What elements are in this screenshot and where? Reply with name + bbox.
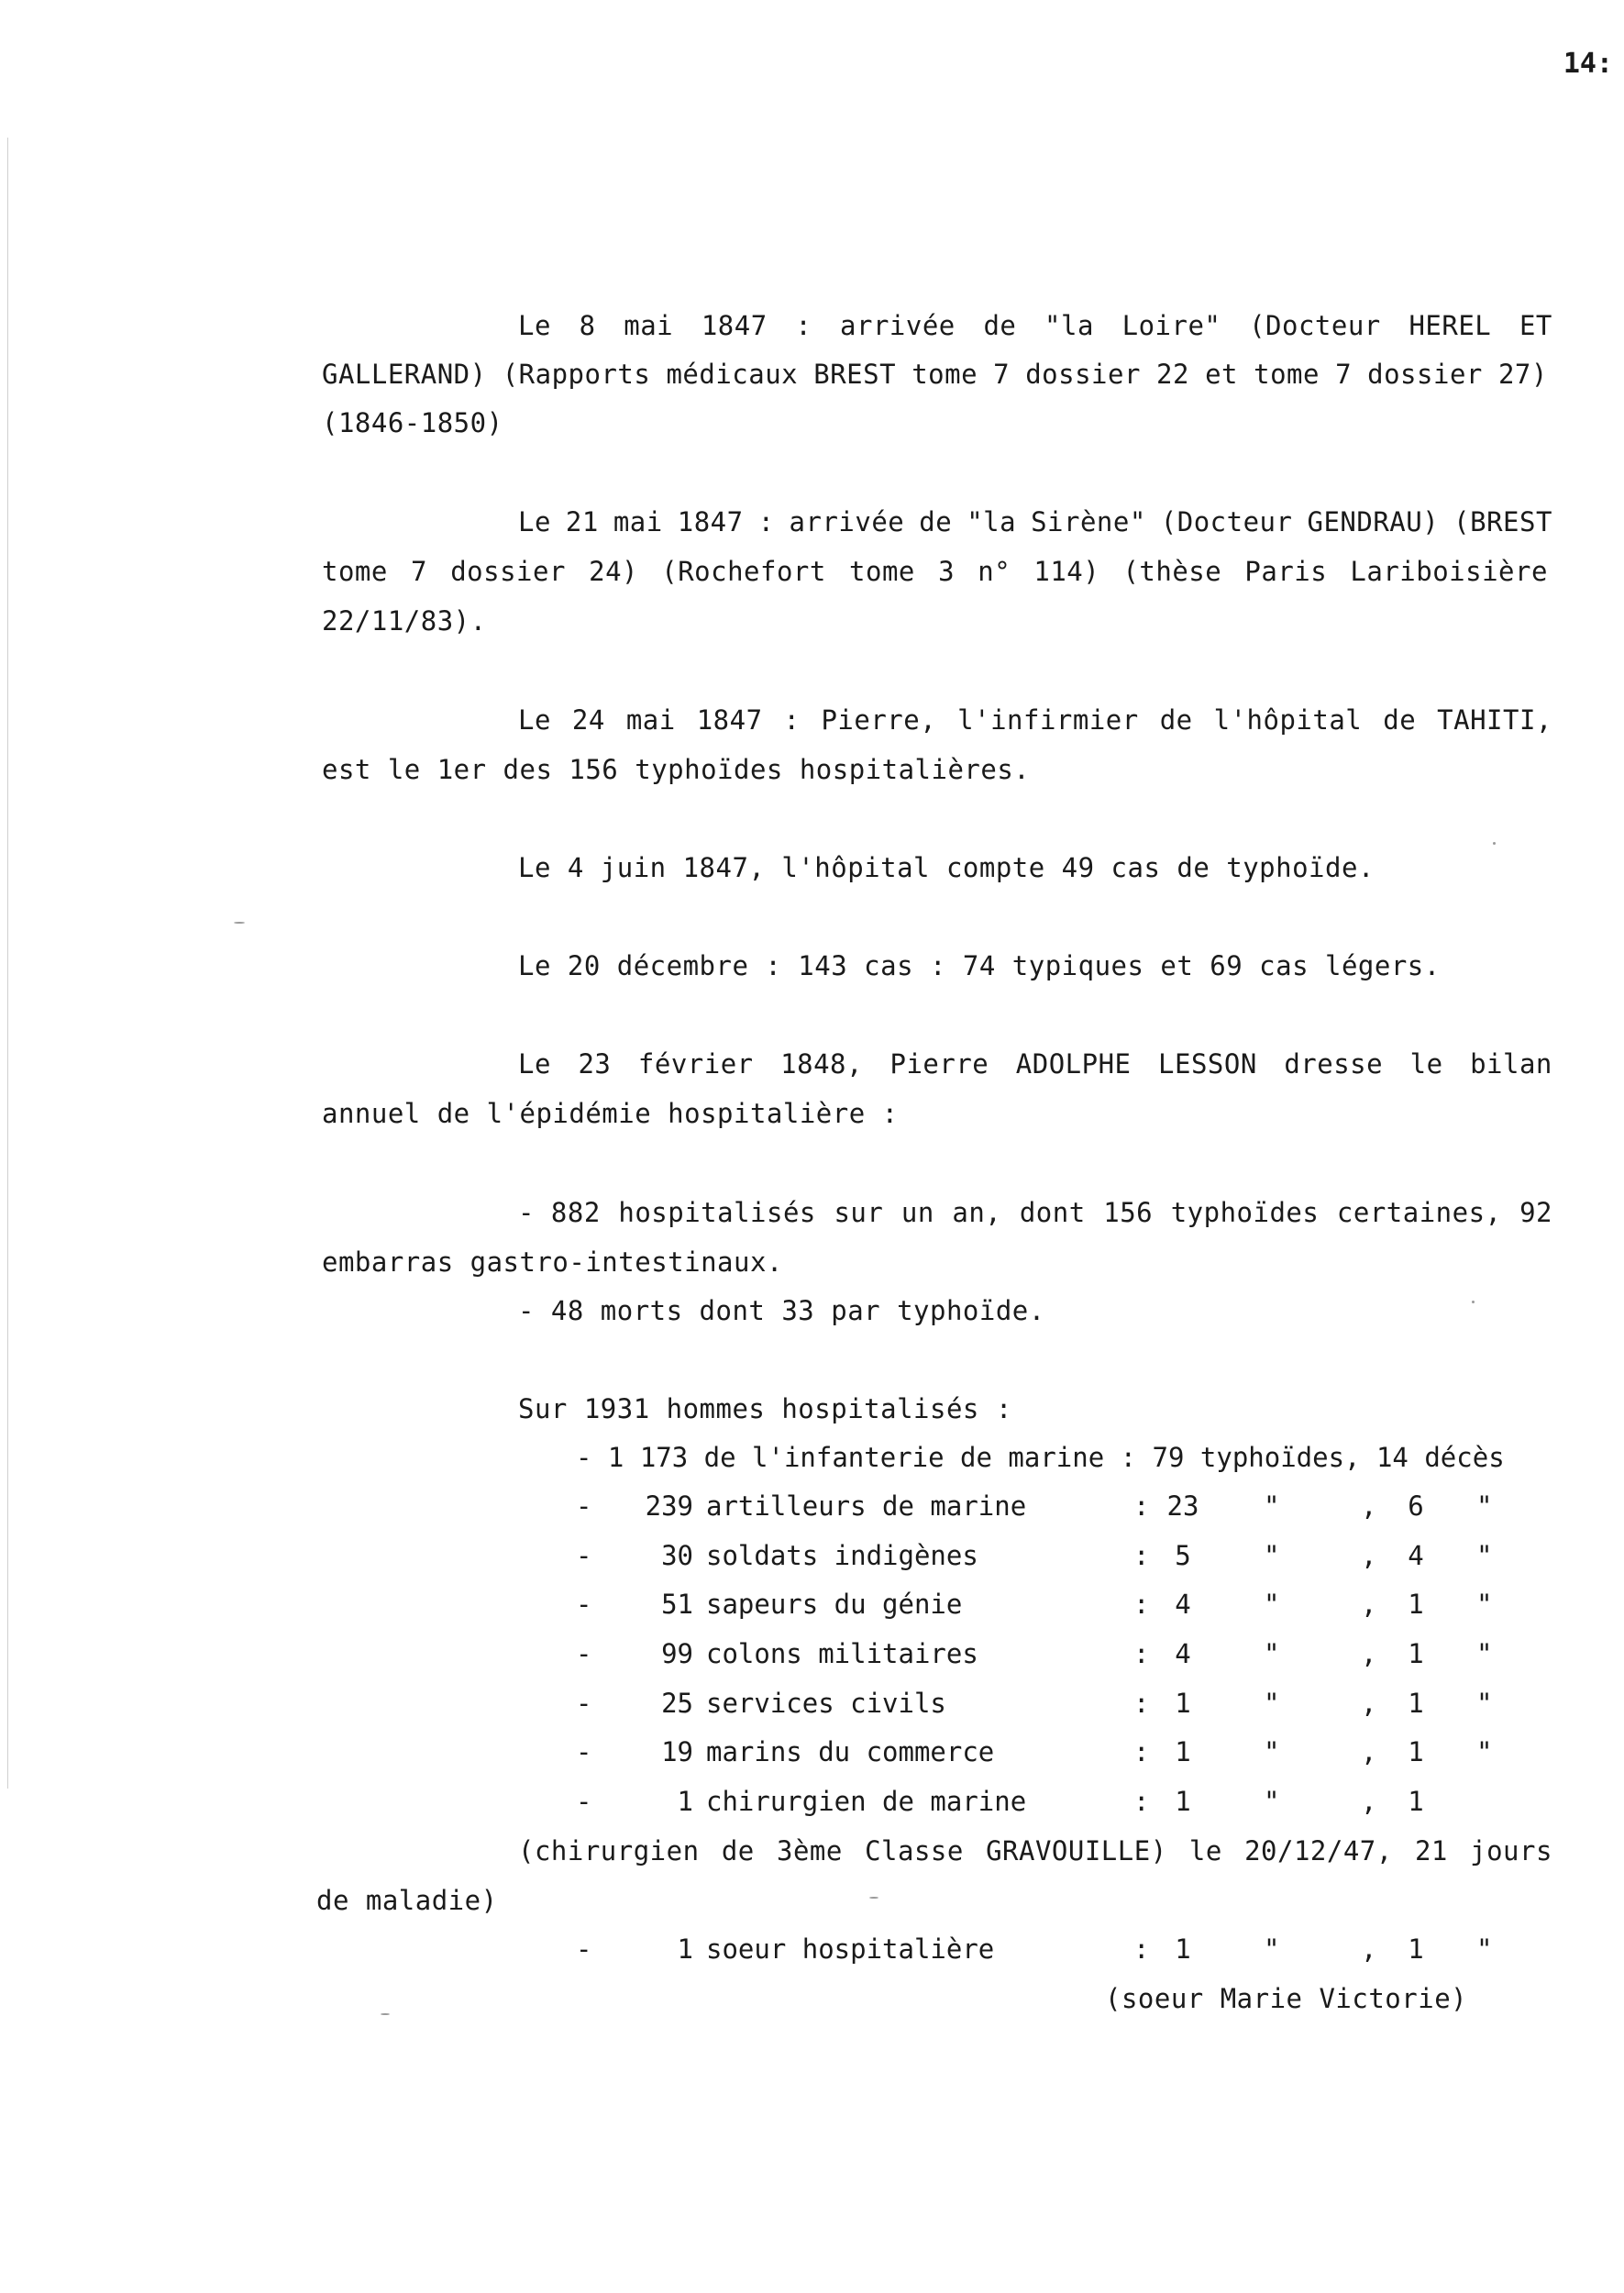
scan-speck — [1472, 1301, 1475, 1303]
word: Classe — [865, 1835, 964, 1867]
word: un — [900, 1197, 934, 1228]
row-colon: : — [1133, 1490, 1150, 1522]
entry-3-line-1 — [518, 704, 1552, 736]
scan-speck — [1493, 842, 1496, 845]
word: HEREL — [1409, 310, 1492, 341]
word: dont — [1019, 1197, 1086, 1228]
scan-speck — [234, 922, 245, 924]
word: GENDRAU) — [1307, 506, 1440, 537]
row-typhoid-count: 1 — [1175, 1933, 1191, 1965]
row-count: 51 — [661, 1589, 693, 1620]
row-label: artilleurs de marine — [706, 1490, 1027, 1522]
entry-6-line-2: annuel de l'épidémie hospitalière : — [322, 1098, 899, 1129]
word: Le — [518, 506, 551, 537]
entry-7-line-1 — [518, 1197, 1552, 1228]
row-death-count: 1 — [1408, 1933, 1424, 1965]
row-death-count: 6 — [1408, 1490, 1424, 1522]
row-dash: - — [576, 1688, 592, 1719]
word: mai — [625, 704, 676, 736]
row-comma: , — [1361, 1786, 1377, 1817]
row-typhoid-count: 5 — [1175, 1540, 1191, 1571]
word: BREST — [813, 359, 897, 390]
word: 23 — [578, 1048, 612, 1080]
row-ditto-mark: " — [1476, 1589, 1493, 1620]
row-typhoid-count: 1 — [1175, 1736, 1191, 1767]
row-typhoid-count: 23 — [1166, 1490, 1199, 1522]
word: 156 — [1103, 1197, 1154, 1228]
word: dossier — [450, 556, 566, 587]
word: tome — [322, 556, 388, 587]
word: bilan — [1470, 1048, 1552, 1080]
summary-intro: Sur 1931 hommes hospitalisés : — [518, 1393, 1012, 1424]
word: (BREST — [1453, 506, 1552, 537]
row-ditto-mark: " — [1476, 1736, 1493, 1767]
row-ditto-mark: " — [1476, 1540, 1493, 1571]
word: le — [1188, 1835, 1222, 1867]
word: tome — [849, 556, 915, 587]
word: TAHITI, — [1437, 704, 1552, 736]
row-typhoid-count: 4 — [1175, 1589, 1191, 1620]
scan-speck — [381, 2013, 390, 2015]
row-death-count: 1 — [1408, 1688, 1424, 1719]
word: : — [795, 310, 812, 341]
entry-7-line-2: embarras gastro-intestinaux. — [322, 1246, 783, 1278]
word: 1847 — [701, 310, 768, 341]
row-comma: , — [1361, 1933, 1377, 1965]
row-typhoid-count: 1 — [1175, 1786, 1191, 1817]
entry-6-line-1 — [518, 1048, 1552, 1080]
word: mai — [613, 506, 663, 537]
word: 21 — [1414, 1835, 1448, 1867]
word: - 882 — [518, 1197, 601, 1228]
row-comma: , — [1361, 1688, 1377, 1719]
row-ditto-mark: " — [1264, 1786, 1280, 1817]
word: Le — [518, 1048, 551, 1080]
row-comma: , — [1361, 1540, 1377, 1571]
word: Loire" — [1121, 310, 1221, 341]
row-comma: , — [1361, 1490, 1377, 1522]
word: "la — [1044, 310, 1094, 341]
row-dash: - — [576, 1589, 592, 1620]
summary-last-note: (soeur Marie Victorie) — [1105, 1983, 1468, 2014]
word: (Docteur — [1160, 506, 1293, 537]
word: (Rochefort — [661, 556, 826, 587]
row-ditto-mark: " — [1264, 1933, 1280, 1965]
word: de — [1159, 704, 1193, 736]
entry-1-line-3: (1846-1850) — [322, 407, 503, 438]
word: 27) — [1497, 359, 1548, 390]
word: ET — [1519, 310, 1552, 341]
word: 1847 — [677, 506, 744, 537]
row-ditto-mark: " — [1264, 1638, 1280, 1669]
word: 7 — [1335, 359, 1353, 390]
word: de — [919, 506, 953, 537]
row-label: chirurgien de marine — [706, 1786, 1027, 1817]
word: arrivée — [840, 310, 956, 341]
word: 1847 — [696, 704, 763, 736]
row-dash: - — [576, 1638, 592, 1669]
row-count: 1 — [677, 1786, 693, 1817]
word: de — [1383, 704, 1417, 736]
row-dash: - — [576, 1933, 592, 1965]
row-colon: : — [1133, 1638, 1150, 1669]
row-ditto-mark: " — [1476, 1688, 1493, 1719]
row-ditto-mark: " — [1264, 1540, 1280, 1571]
row-ditto-mark: " — [1476, 1638, 1493, 1669]
word: tome — [911, 359, 978, 390]
word: LESSON — [1158, 1048, 1257, 1080]
row-dash: - — [576, 1736, 592, 1767]
row-comma: , — [1361, 1638, 1377, 1669]
word: "la — [967, 506, 1017, 537]
word: jours — [1470, 1835, 1552, 1867]
word: 3ème — [776, 1835, 843, 1867]
word: : — [757, 506, 775, 537]
word: et — [1205, 359, 1238, 390]
word: l'hôpital — [1213, 704, 1363, 736]
row-death-count: 4 — [1408, 1540, 1424, 1571]
word: GRAVOUILLE) — [986, 1835, 1167, 1867]
word: dossier — [1367, 359, 1483, 390]
word: Le — [518, 704, 551, 736]
word: Pierre, — [821, 704, 937, 736]
page-number: 14: — [1563, 48, 1613, 80]
entry-7-line-3: - 48 morts dont 33 par typhoïde. — [518, 1295, 1045, 1326]
word: (chirurgien — [518, 1835, 700, 1867]
row-label: marins du commerce — [706, 1736, 995, 1767]
word: arrivée — [789, 506, 905, 537]
row-label: soldats indigènes — [706, 1540, 978, 1571]
word: typhoïdes — [1170, 1197, 1320, 1228]
row-colon: : — [1133, 1589, 1150, 1620]
word: Le — [518, 310, 551, 341]
word: 21 — [565, 506, 599, 537]
row-label: sapeurs du génie — [706, 1589, 963, 1620]
entry-4: Le 4 juin 1847, l'hôpital compte 49 cas de typhoïde. — [518, 852, 1375, 883]
row-typhoid-count: 1 — [1175, 1688, 1191, 1719]
word: hospitalisés — [618, 1197, 816, 1228]
word: mai — [624, 310, 674, 341]
entry-3-line-2: est le 1er des 156 typhoïdes hospitalières. — [322, 754, 1031, 785]
word: l'infirmier — [957, 704, 1139, 736]
row-count: 25 — [661, 1688, 693, 1719]
row-death-count: 1 — [1408, 1589, 1424, 1620]
word: 24) — [589, 556, 639, 587]
summary-note-line-1 — [518, 1835, 1552, 1867]
entry-5: Le 20 décembre : 143 cas : 74 typiques et 69 cas légers. — [518, 950, 1441, 981]
row-dash: - — [576, 1490, 592, 1522]
word: : — [783, 704, 801, 736]
word: certaines, — [1336, 1197, 1502, 1228]
row-death-count: 1 — [1408, 1736, 1424, 1767]
word: dossier — [1025, 359, 1141, 390]
word: 7 — [411, 556, 428, 587]
row-count: 19 — [661, 1736, 693, 1767]
row-ditto-mark: " — [1476, 1490, 1493, 1522]
word: 114) — [1033, 556, 1100, 587]
summary-first-row: - 1 173 de l'infanterie de marine : 79 typhoïdes, 14 décès — [576, 1442, 1505, 1473]
summary-note-line-2: de maladie) — [316, 1885, 498, 1916]
word: (Rapports — [502, 359, 651, 390]
word: GALLERAND) — [322, 359, 487, 390]
word: Paris — [1244, 556, 1328, 587]
entry-1-line-1 — [518, 310, 1552, 341]
word: sur — [834, 1197, 884, 1228]
row-count: 239 — [645, 1490, 693, 1522]
row-label: soeur hospitalière — [706, 1933, 995, 1965]
word: de — [983, 310, 1017, 341]
row-count: 30 — [661, 1540, 693, 1571]
row-ditto-mark: " — [1264, 1589, 1280, 1620]
scan-edge-line — [7, 138, 8, 1789]
word: le — [1409, 1048, 1443, 1080]
word: (Docteur — [1249, 310, 1381, 341]
word: 1848, — [780, 1048, 863, 1080]
row-comma: , — [1361, 1736, 1377, 1767]
row-count: 1 — [677, 1933, 693, 1965]
word: de — [721, 1835, 755, 1867]
row-colon: : — [1133, 1786, 1150, 1817]
entry-2-line-1 — [518, 506, 1552, 537]
word: n° — [978, 556, 1011, 587]
word: 20/12/47, — [1244, 1835, 1393, 1867]
row-death-count: 1 — [1408, 1786, 1424, 1817]
scan-speck — [869, 1897, 878, 1899]
word: 92 — [1519, 1197, 1552, 1228]
entry-2-line-2 — [322, 556, 1548, 587]
row-colon: : — [1133, 1540, 1150, 1571]
row-typhoid-count: 4 — [1175, 1638, 1191, 1669]
word: Lariboisière — [1350, 556, 1548, 587]
row-ditto-mark: " — [1264, 1688, 1280, 1719]
word: médicaux — [666, 359, 799, 390]
row-dash: - — [576, 1786, 592, 1817]
row-colon: : — [1133, 1736, 1150, 1767]
row-death-count: 1 — [1408, 1638, 1424, 1669]
word: an, — [952, 1197, 1002, 1228]
row-count: 99 — [661, 1638, 693, 1669]
word: Pierre — [889, 1048, 989, 1080]
entry-2-line-3: 22/11/83). — [322, 605, 487, 637]
row-colon: : — [1133, 1688, 1150, 1719]
word: dresse — [1284, 1048, 1384, 1080]
row-label: services civils — [706, 1688, 946, 1719]
word: (thèse — [1122, 556, 1222, 587]
word: février — [637, 1048, 754, 1080]
row-colon: : — [1133, 1933, 1150, 1965]
word: 7 — [993, 359, 1011, 390]
row-comma: , — [1361, 1589, 1377, 1620]
word: 8 — [579, 310, 596, 341]
word: Sirène" — [1031, 506, 1146, 537]
word: tome — [1254, 359, 1320, 390]
row-ditto-mark: " — [1264, 1736, 1280, 1767]
row-label: colons militaires — [706, 1638, 978, 1669]
word: 3 — [938, 556, 956, 587]
word: ADOLPHE — [1015, 1048, 1132, 1080]
row-dash: - — [576, 1540, 592, 1571]
row-ditto-mark: " — [1476, 1933, 1493, 1965]
word: 24 — [571, 704, 605, 736]
entry-1-line-2 — [322, 359, 1548, 390]
word: 22 — [1156, 359, 1189, 390]
row-ditto-mark: " — [1264, 1490, 1280, 1522]
